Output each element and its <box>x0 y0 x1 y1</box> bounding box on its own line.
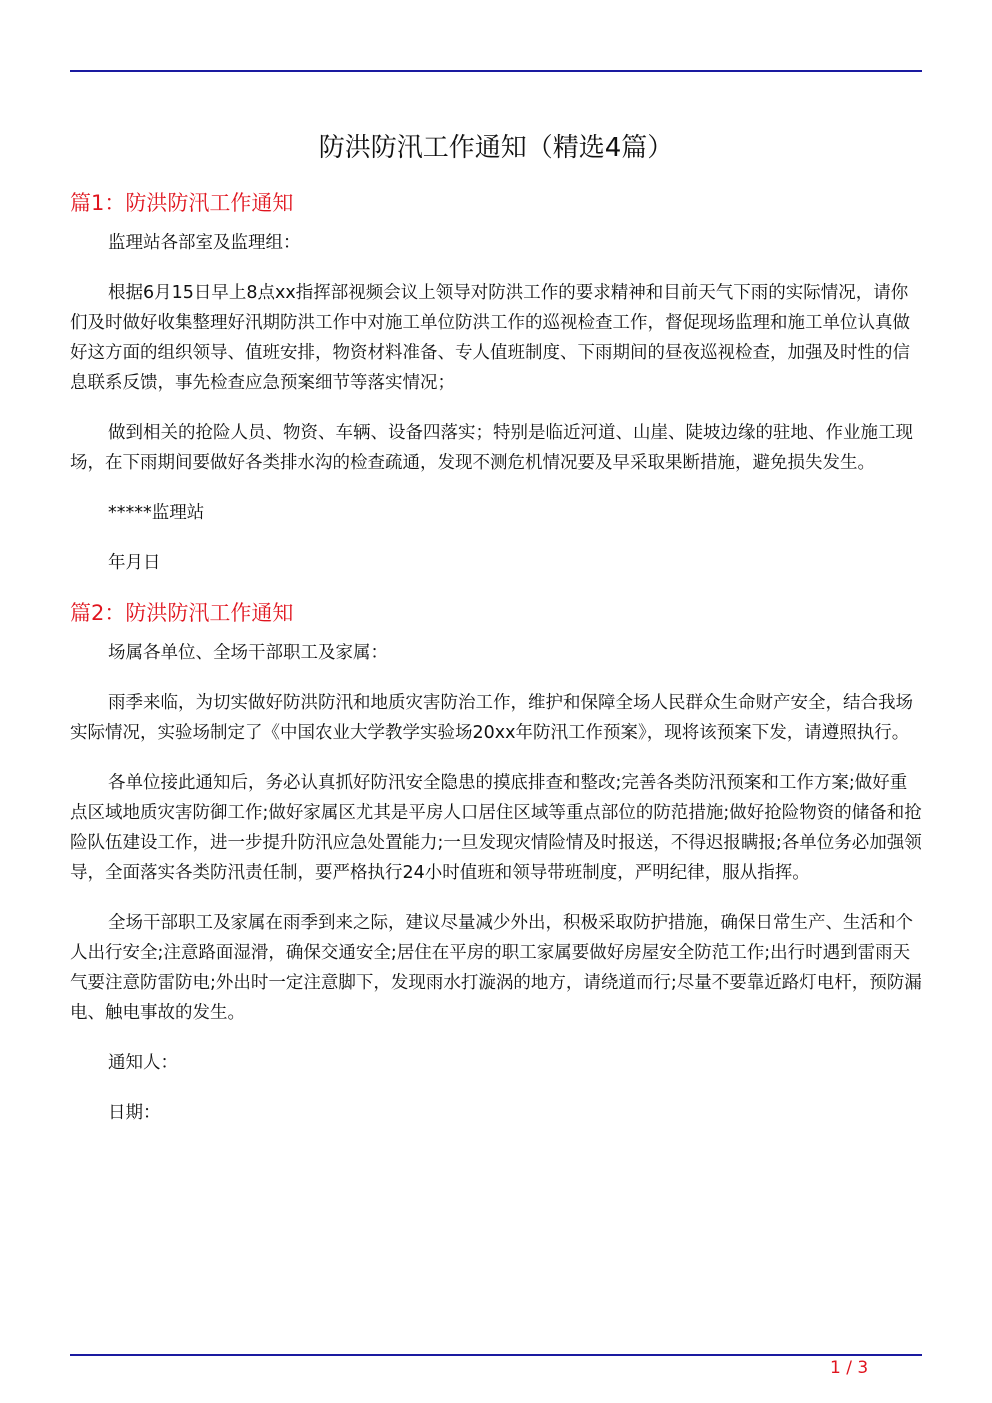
page-number: 1 / 3 <box>830 1358 869 1378</box>
document-title: 防洪防汛工作通知（精选4篇） <box>318 133 674 163</box>
header-rule <box>70 70 922 72</box>
section-2-notifier: 通知人： <box>108 1053 178 1073</box>
section-2-salutation: 场属各单位、全场干部职工及家属： <box>108 643 388 663</box>
section-2-paragraph-3: 全场干部职工及家属在雨季到来之际，建议尽量减少外出，积极采取防护措施，确保日常生产、生活和个人出行安全;注意路面湿滑，确保交通安全;居住在平房的职工家属要做好房屋安全防范工作;出行时遇到雷雨天气要注意防雷防电;外出时一定注意脚下，发现雨水打漩涡的地方，请绕道而行;尽量不要靠近路灯电杆，预防漏电、触电事故的发生。 <box>70 913 922 1023</box>
section-1-date: 年月日 <box>108 553 161 573</box>
section-2-paragraph-2: 各单位接此通知后，务必认真抓好防汛安全隐患的摸底排查和整改;完善各类防汛预案和工作方案;做好重点区域地质灾害防御工作;做好家属区尤其是平房人口居住区域等重点部位的防范措施;做好抢险物资的储备和抢险队伍建设工作，进一步提升防汛应急处置能力;一旦发现灾情险情及时报送，不得迟报瞒报;各单位务必加强领导，全面落实各类防汛责任制，要严格执行24小时值班和领导带班制度，严明纪律，服从指挥。 <box>70 773 922 883</box>
section-1-signature: *****监理站 <box>108 503 205 523</box>
section-2-heading: 篇2：防洪防汛工作通知 <box>70 601 294 625</box>
section-1-paragraph-2: 做到相关的抢险人员、物资、车辆、设备四落实；特别是临近河道、山崖、陡坡边缘的驻地、作业施工现场，在下雨期间要做好各类排水沟的检查疏通，发现不测危机情况要及早采取果断措施，避免损失发生。 <box>70 423 913 473</box>
section-1-heading: 篇1：防洪防汛工作通知 <box>70 191 294 215</box>
section-1-paragraph-1: 根据6月15日早上8点xx指挥部视频会议上领导对防洪工作的要求精神和目前天气下雨的实际情况，请你们及时做好收集整理好汛期防洪工作中对施工单位防洪工作的巡视检查工作，督促现场监理和施工单位认真做好这方面的组织领导、值班安排，物资材料准备、专人值班制度、下雨期间的昼夜巡视检查，加强及时性的信息联系反馈，事先检查应急预案细节等落实情况； <box>70 283 910 393</box>
footer-rule <box>70 1354 922 1356</box>
section-2-paragraph-1: 雨季来临，为切实做好防洪防汛和地质灾害防治工作，维护和保障全场人民群众生命财产安全，结合我场实际情况，实验场制定了《中国农业大学教学实验场20xx年防汛工作预案》，现将该预案下发，请遵照执行。 <box>70 693 913 743</box>
section-2-date: 日期： <box>108 1103 161 1123</box>
section-1-salutation: 监理站各部室及监理组： <box>108 233 301 253</box>
document-body <box>70 188 922 1148</box>
